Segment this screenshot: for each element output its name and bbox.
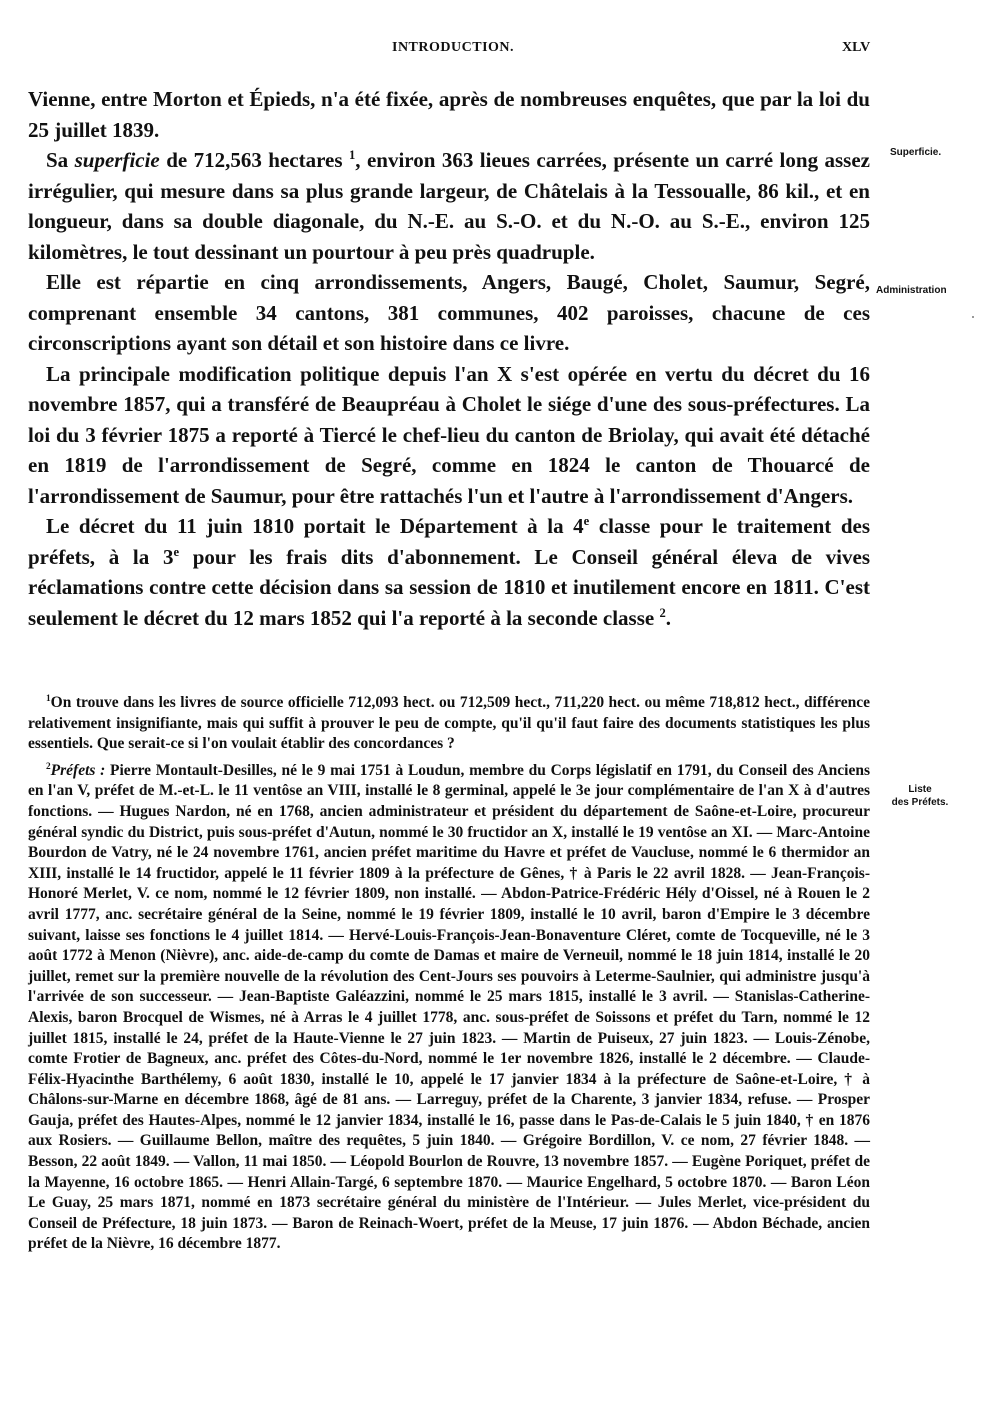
footnote-text: Pierre Montault-Desilles, né le 9 mai 1751 à Loudun, membre du Corps législatif en 1791, du Conseil des Anciens en l'an V, préfet de M.-et-L. le 11 ventôse an VIII, installé le 8 germinal, appelé le 3e jour complémentaire de l'an X à d'autres fonctions. — Hugues Nardon, né en 1768, ancien administrateur et président du département de Saône-et-Loire, procureur général syndic du District, puis sous-préfet d'Autun, nommé le 30 fructidor an X, installé le 19 ventôse an XI. — Marc-Antoine Bourdon de Vatry, né le 24 novembre 1761, ancien préfet maritime du Havre et préfet de Vaucluse, nommé le 6 thermidor an XIII, installé le 14 fructidor, appelé le 11 février 1809 à la préfecture de Gênes, † à Paris le 22 avril 1828. — Jean-François-Honoré Merlet, V. ce nom, nommé le 12 février 1809, non installé. — Abdon-Patrice-Frédéric Hély d'Oissel, né à Rouen le 2 avril 1777, anc. secrétaire général de la Seine, nommé le 19 février 1809, installé le 10 avril, baron d'Empire le 3 décembre suivant, laisse ses fonctions le 4 juillet 1814. — Hervé-Louis-François-Jean-Bonaventure Cléret, comte de Tocqueville, né le 3 août 1772 à Menon (Nièvre), anc. aide-de-camp du comte de Damas et maire de Verneuil, nommé le 18 juin 1814, installé le 20 juillet, remet sur la première nouvelle de la révolution des Cent-Jours ses pouvoirs à Leterme-Saulnier, qui administre jusqu'à l'arrivée de son successeur. — Jean-Baptiste Galéazzini, nommé le 25 mars 1815, installé le 3 avril. — Stanislas-Catherine-Alexis, baron Brocquel de Wismes, né à Arras le 4 juillet 1778, anc. sous-préfet de Soissons et préfet du Tarn, nommé le 12 juillet 1815, installé le 24, préfet de la Haute-Vienne le 27 juin 1823. — Martin de Puiseux, 27 juin 1823. — Louis-Zénobe, comte Frotier de Bagneux, anc. préfet des Côtes-du-Nord, nommé le 1er novembre 1826, installé le 2 décembre. — Claude-Félix-Hyacinthe Barthélemy, 6 août 1830, installé le 10, appelé le 17 janvier 1834 à la préfecture de Saône-et-Loire, † à Châlons-sur-Marne en décembre 1868, âgé de 81 ans. — Larreguy, préfet de la Charente, 3 janvier 1834, refuse. — Prosper Gauja, préfet des Hautes-Alpes, nommé le 12 janvier 1834, installé le 16, passe dans le Pas-de-Calais le 5 juin 1840, † en 1876 aux Rosiers. — Guillaume Bellon, maître des requêtes, 5 juin 1840. — Grégoire Bordillon, V. ce nom, 27 février 1848. — Besson, 22 août 1849. — Vallon, 11 mai 1850. — Léopold Bourlon de Rouvre, 13 novembre 1857. — Eugène Poriquet, préfet de la Mayenne, 16 octobre 1865. — Henri Allain-Targé, 6 septembre 1870. — Maurice Engelhard, 5 octobre 1870. — Baron Léon Le Guay, 25 mars 1871, nommé en 1873 secrétaire général du ministère de l'Intérieur. — Jules Merlet, vice-président du Conseil de Préfecture, 18 juin 1873. — Baron de Reinach-Woert, préfet de la Meuse, 17 juin 1876. — Abdon Béchade, ancien préfet de la Nièvre, 16 décembre 1877. xyxy=(28,761,871,1253)
text-run: pour les frais dits d'abonnement. Le Conseil général éleva de vives réclamations contre cette décision dans sa session de 1810 et inutilement encore en 1811. C'est seulement le décret du 12 mars 1852 qui l'a reporté à la seconde classe xyxy=(28,544,870,630)
page-number: XLV xyxy=(842,40,871,55)
superscript: e xyxy=(173,544,180,559)
page-header xyxy=(0,40,982,64)
paragraph-continuation: Vienne, entre Morton et Épieds, n'a été fixée, après de nombreuses enquêtes, que par la loi du 25 juillet 1839. xyxy=(28,87,870,142)
text-run: de 712,563 hectares xyxy=(159,148,349,172)
superscript: e xyxy=(583,514,590,528)
scan-speck xyxy=(972,316,974,318)
footnote-1 xyxy=(28,693,870,755)
margin-note-superficie: Superficie. xyxy=(890,147,942,158)
footnote-label: Préfets : xyxy=(50,761,106,779)
text-run: , environ 363 lieues carrées, présente un carré long assez irrégulier, qui mesure dans sa plus grande largeur, de Châtelais à la Tessoualle, 86 kil., et en longueur, dans sa double diagonale, du N.-E. au S.-O. et du N.-O. au S.-E., environ 125 kilomètres, le tout dessinant un pourtour à peu près quadruple. xyxy=(28,148,870,264)
text-run: Sa xyxy=(46,148,75,172)
margin-note-administration: Administration xyxy=(876,285,947,296)
footnote-marker: 1 xyxy=(46,693,51,704)
margin-note-liste-des-prefets xyxy=(880,783,960,809)
paragraph-decret xyxy=(28,511,870,633)
text-run: classe pour le traitement des préfets, à la 3 xyxy=(28,514,870,569)
body-text xyxy=(28,84,870,633)
paragraph-modification: La principale modification politique depuis l'an X s'est opérée en vertu du décret du 16 novembre 1857, qui a transféré de Beaupréau à Cholet le siége d'une des sous-préfectures. La loi du 3 février 1875 a reporté à Tiercé le chef-lieu du canton de Briolay, qui avait été détaché en 1819 de l'arrondissement de Segré, comme en 1824 le canton de Thouarcé de l'arrondissement de Saumur, pour être rattachés l'un et l'autre à l'arrondissement d'Angers. xyxy=(28,361,870,508)
footnote-marker: 2 xyxy=(46,761,51,772)
footnote-2 xyxy=(28,761,870,1255)
footnote-ref-1[interactable]: 1 xyxy=(348,148,356,162)
footnotes xyxy=(28,693,870,1261)
margin-note-line: Liste xyxy=(908,784,932,795)
paragraph-arrondissements: Elle est répartie en cinq arrondissements, Angers, Baugé, Cholet, Saumur, Segré, comprenant ensemble 34 cantons, 381 communes, 402 paroisses, chacune de ces circonscriptions ayant son détail et son histoire dans ce livre. xyxy=(28,270,870,355)
text-run: Le décret du 11 juin 1810 portait le Département à la 4 xyxy=(46,514,584,538)
paragraph-superficie xyxy=(28,145,870,267)
text-run: . xyxy=(665,605,672,630)
running-title: INTRODUCTION. xyxy=(392,40,515,55)
italic-term: superficie xyxy=(74,148,160,172)
margin-note-line: des Préfets. xyxy=(891,797,949,808)
footnote-text: On trouve dans les livres de source officielle 712,093 hect. ou 712,509 hect., 711,220 hect. ou même 718,812 hect., différence relativement insignifiante, mais qui suffit à prouver le peu de compte, qu'il qu'il faut faire des documents statistiques les plus essentiels. Que serait-ce si l'on voulait établir des concordances ? xyxy=(28,694,870,753)
footnote-ref-2[interactable]: 2 xyxy=(659,605,666,620)
